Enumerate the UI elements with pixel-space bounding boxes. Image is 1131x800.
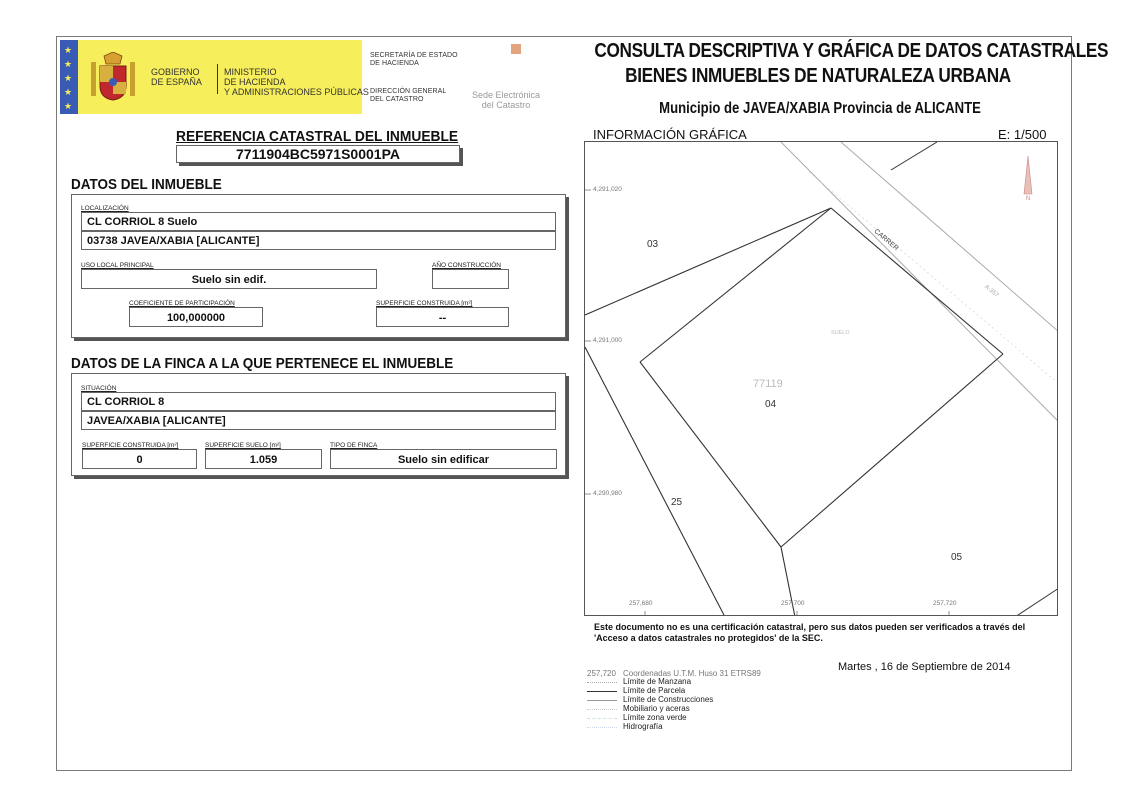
legend-item: Coordenadas U.T.M. Huso 31 ETRS89	[623, 669, 761, 678]
parcel-boundary	[891, 142, 937, 170]
star-icon: ★	[64, 59, 73, 69]
legend-item: Mobiliario y aceras	[623, 704, 690, 713]
parcel-boundary	[781, 354, 1003, 547]
legend-symbol	[587, 709, 617, 710]
government-label: GOBIERNO DE ESPAÑA	[151, 67, 202, 87]
parcel-reference-map: 77119	[753, 378, 783, 390]
coefficient-value: 100,000000	[166, 312, 226, 324]
parcel-boundary	[585, 347, 725, 616]
north-arrow-icon	[1024, 156, 1032, 194]
north-arrow-icon: N	[1025, 196, 1031, 202]
sede-logo-icon	[511, 44, 521, 54]
legend-symbol	[587, 700, 617, 701]
address-line-1: CL CORRIOL 8 Suelo	[87, 216, 198, 228]
ministry-label: MINISTERIO DE HACIENDA Y ADMINISTRACIONES PÚBLICAS	[224, 67, 369, 97]
graphic-info-label: INFORMACIÓN GRÁFICA	[593, 127, 747, 142]
star-icon: ★	[64, 73, 73, 83]
year-field	[432, 269, 509, 289]
legend-item: Límite zona verde	[623, 713, 687, 722]
parcel-number: 05	[951, 552, 963, 563]
divider	[217, 64, 218, 94]
parcel-number: 04	[765, 399, 777, 410]
street-edge	[781, 142, 1058, 422]
notice-line-2: 'Acceso a datos catastrales no protegidos' de la SEC.	[594, 633, 823, 643]
legend-item: Límite de Construcciones	[623, 695, 714, 704]
parcel-number: 25	[671, 497, 683, 508]
cadastral-map[interactable]	[584, 141, 1058, 616]
x-coordinate-label: 257,720	[933, 600, 957, 607]
address-line-box	[81, 231, 556, 250]
land-area-field	[205, 449, 322, 469]
suelo-tag: SUELO	[831, 330, 850, 336]
legend-item: Límite de Parcela	[623, 686, 686, 695]
y-coordinate-label: 4,290,980	[593, 490, 622, 497]
use-field	[81, 269, 377, 289]
eu-flag-strip	[60, 40, 78, 114]
estate-built-area-value: 0	[136, 454, 143, 466]
situation-line-1: CL CORRIOL 8	[87, 396, 165, 408]
coat-of-arms-icon	[88, 52, 138, 104]
built-area-value: --	[438, 312, 447, 324]
built-area-field	[376, 307, 509, 327]
parcel-boundary	[1015, 588, 1058, 616]
address-line-2: 03738 JAVEA/XABIA [ALICANTE]	[87, 235, 260, 247]
built-area-label: SUPERFICIE CONSTRUIDA [m²]	[376, 300, 473, 307]
estate-built-area-label: SUPERFICIE CONSTRUIDA [m²]	[82, 442, 179, 449]
sede-electronica-label: Sede Electrónica del Catastro	[471, 90, 541, 110]
parcel-boundary	[585, 208, 831, 315]
legend-symbol	[587, 682, 617, 683]
street-name-label: CARRER	[872, 228, 900, 253]
street-edge	[841, 142, 1058, 332]
catastro-direction-label: DIRECCIÓN GENERAL DEL CATASTRO	[370, 88, 447, 103]
year-label: AÑO CONSTRUCCIÓN	[432, 262, 501, 269]
legend-symbol	[587, 718, 617, 719]
street-code-label: A-357	[983, 284, 1000, 299]
verification-notice	[594, 622, 1025, 644]
estate-type-value: Suelo sin edificar	[397, 454, 490, 466]
coefficient-field	[129, 307, 263, 327]
situation-label: SITUACIÓN	[81, 385, 117, 392]
x-coordinate-label: 257,700	[781, 600, 805, 607]
property-section-title: DATOS DEL INMUEBLE	[71, 176, 222, 193]
situation-line-box	[81, 411, 556, 430]
star-icon: ★	[64, 45, 73, 55]
use-value: Suelo sin edif.	[191, 274, 267, 286]
legend-symbol	[587, 727, 617, 728]
situation-line-box	[81, 392, 556, 411]
legend-item: Hidrografía	[623, 722, 663, 731]
street-axis	[809, 172, 1058, 384]
notice-line-1: Este documento no es una certificación catastral, pero sus datos pueden ser verificados a través del	[594, 622, 1026, 632]
location-label: LOCALIZACIÓN	[81, 205, 129, 212]
address-line-box	[81, 212, 556, 231]
parcel-boundary	[640, 208, 831, 362]
reference-label: REFERENCIA CATASTRAL DEL INMUEBLE	[176, 128, 459, 145]
use-label: USO LOCAL PRINCIPAL	[81, 262, 154, 269]
parcel-boundary	[831, 208, 1003, 354]
star-icon: ★	[64, 87, 73, 97]
document-title: CONSULTA DESCRIPTIVA Y GRÁFICA DE DATOS CATASTRALES	[594, 40, 1109, 62]
star-icon: ★	[64, 101, 73, 111]
document-date: Martes , 16 de Septiembre de 2014	[838, 661, 1011, 673]
land-area-label: SUPERFICIE SUELO [m²]	[205, 442, 281, 449]
secretary-label: SECRETARÍA DE ESTADO DE HACIENDA	[370, 52, 458, 67]
situation-line-2: JAVEA/XABIA [ALICANTE]	[87, 415, 226, 427]
estate-type-label: TIPO DE FINCA	[330, 442, 378, 449]
document-subtitle: BIENES INMUEBLES DE NATURALEZA URBANA	[625, 65, 1011, 87]
legend-item: Límite de Manzana	[623, 677, 692, 686]
estate-built-area-field	[82, 449, 197, 469]
x-coordinate-label: 257,680	[629, 600, 653, 607]
legend-coord-sample: 257,720	[587, 669, 616, 678]
land-area-value: 1.059	[249, 454, 278, 466]
legend-symbol	[587, 691, 617, 692]
map-scale: E: 1/500	[998, 127, 1047, 142]
y-coordinate-label: 4,291,000	[593, 337, 622, 344]
cadastral-reference: 7711904BC5971S0001PA	[176, 145, 460, 163]
coefficient-label: COEFICIENTE DE PARTICIPACIÓN	[129, 300, 235, 307]
map-canvas	[585, 142, 1058, 616]
parcel-number: 03	[647, 239, 659, 250]
estate-type-field	[330, 449, 557, 469]
y-coordinate-label: 4,291,020	[593, 186, 622, 193]
estate-section-title: DATOS DE LA FINCA A LA QUE PERTENECE EL INMUEBLE	[71, 355, 454, 372]
municipality-line: Municipio de JAVEA/XABIA Provincia de ALICANTE	[659, 100, 981, 117]
